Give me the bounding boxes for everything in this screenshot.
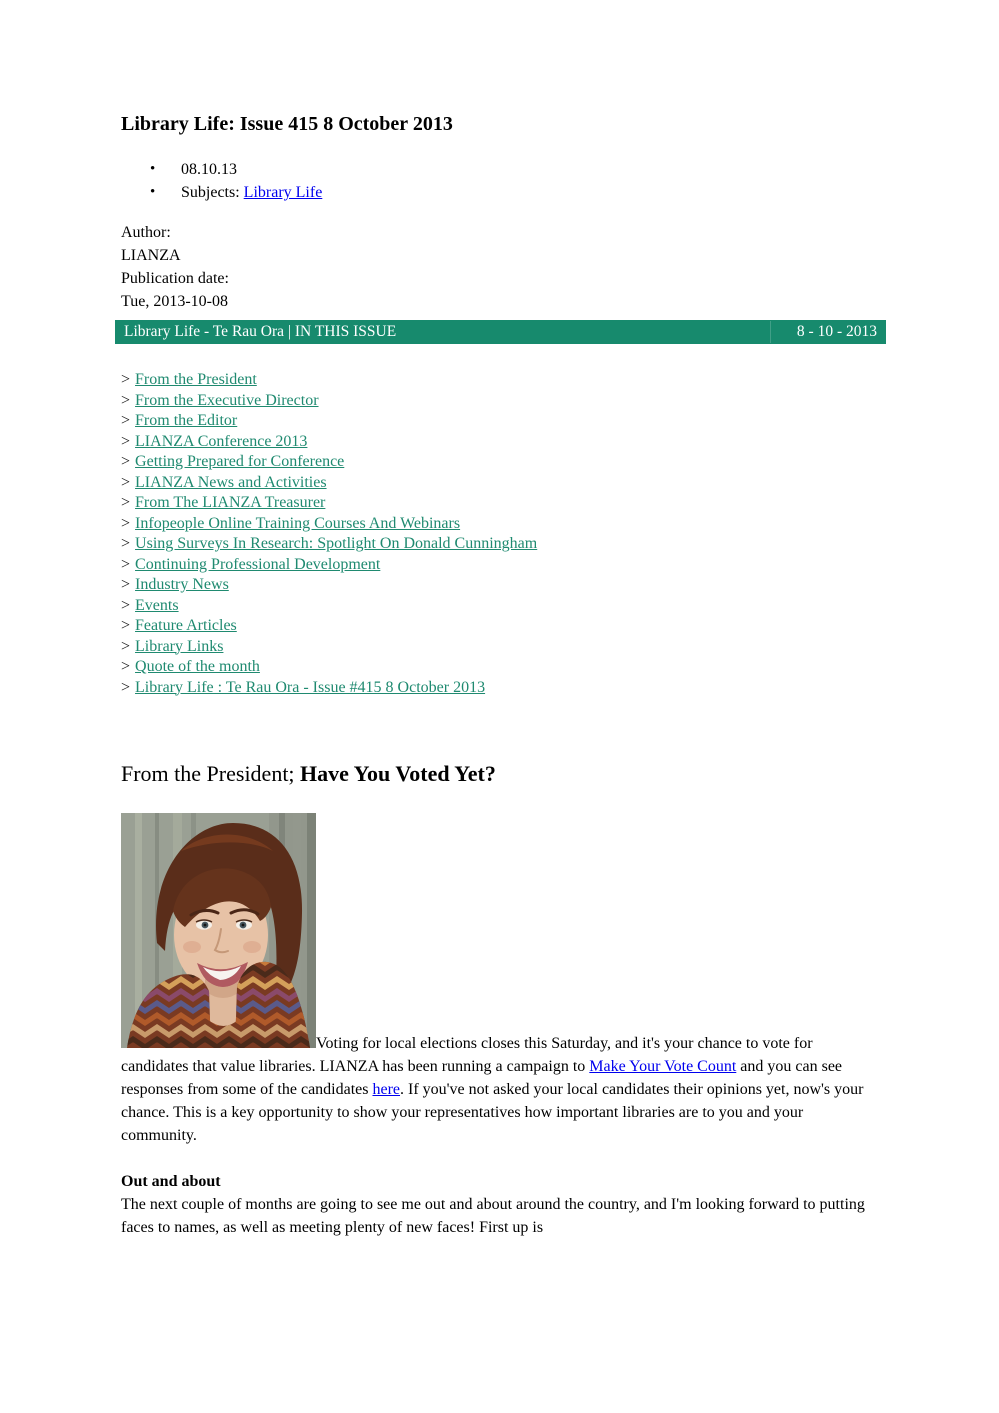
pubdate-label: Publication date: [121, 270, 229, 287]
meta-item-subjects [121, 181, 885, 204]
toc-link-quote-of-month[interactable]: Quote of the month [135, 658, 260, 675]
toc-prefix: > [121, 514, 131, 532]
toc-row [121, 370, 885, 391]
toc-link-from-the-editor[interactable]: From the Editor [135, 412, 238, 429]
toc-row [121, 432, 885, 453]
toc-prefix: > [121, 555, 131, 573]
toc-link-from-the-president[interactable]: From the President [135, 371, 257, 388]
toc-prefix: > [121, 596, 131, 614]
author-label: Author: [121, 224, 171, 241]
para1-text-3: . If you've not asked your local candidates their opinions yet, now's your chance. This is a key opportunity to show your representatives how important libraries are to you and your community. [121, 1081, 864, 1144]
toc-row [121, 514, 885, 535]
banner-left-text: Library Life - Te Rau Ora | IN THIS ISSUE [124, 323, 397, 340]
toc-row [121, 473, 885, 494]
issue-banner [115, 320, 886, 344]
toc-prefix: > [121, 412, 131, 429]
president-paragraph [121, 813, 883, 1147]
toc-prefix: > [121, 432, 131, 450]
page-title: Library Life: Issue 415 8 October 2013 [121, 113, 453, 135]
toc-prefix: > [121, 637, 131, 655]
make-your-vote-count-link[interactable]: Make Your Vote Count [589, 1058, 737, 1075]
subjects-library-life-link[interactable]: Library Life [243, 184, 323, 201]
toc-link-events[interactable]: Events [135, 596, 179, 614]
toc-row [121, 555, 885, 576]
toc-prefix: > [121, 391, 131, 409]
toc-link-infopeople-training[interactable]: Infopeople Online Training Courses And Webinars [135, 514, 461, 532]
toc-link-cpd[interactable]: Continuing Professional Development [135, 555, 381, 573]
toc-link-news-activities[interactable]: LIANZA News and Activities [135, 473, 327, 491]
toc-link-library-links[interactable]: Library Links [135, 637, 224, 655]
toc-row [121, 493, 885, 514]
section-heading-bold: Have You Voted Yet? [300, 761, 496, 786]
toc-prefix: > [121, 371, 131, 388]
author-value: LIANZA [121, 247, 181, 264]
toc-row [121, 411, 885, 432]
toc-link-feature-articles[interactable]: Feature Articles [135, 617, 237, 634]
section-heading [121, 760, 885, 787]
meta-item-date [121, 158, 885, 181]
toc-link-treasurer[interactable]: From The LIANZA Treasurer [135, 494, 326, 511]
section-heading-regular: From the President; [121, 761, 301, 786]
toc-row [121, 391, 885, 412]
pubdate-value: Tue, 2013-10-08 [121, 293, 228, 310]
toc-row [121, 637, 885, 658]
out-and-about-paragraph: The next couple of months are going to see me out and about around the country, and I'm looking forward to putting faces to names, as well as meeting plenty of new faces! First up is [121, 1196, 865, 1236]
toc-prefix: > [121, 617, 131, 634]
toc-link-issue-415[interactable]: Library Life : Te Rau Ora - Issue #415 8 October 2013 [135, 678, 486, 696]
toc-row [121, 596, 885, 617]
toc-prefix: > [121, 473, 131, 491]
para1-text-2: and you can see responses from some of the candidates [121, 1058, 843, 1098]
toc-link-getting-prepared[interactable]: Getting Prepared for Conference [135, 453, 345, 470]
toc-row [121, 534, 885, 555]
toc-prefix: > [121, 453, 131, 470]
para1-text-1: Voting for local elections closes this Saturday, and it's your chance to vote for candidates that value libraries. LIANZA has been running a campaign to [121, 1035, 813, 1075]
president-portrait-photo [121, 813, 316, 1048]
toc-row [121, 452, 885, 473]
banner-divider [770, 321, 771, 343]
toc-prefix: > [121, 535, 131, 552]
toc-prefix: > [121, 576, 131, 593]
toc-link-executive-director[interactable]: From the Executive Director [135, 391, 319, 409]
here-link[interactable]: here [372, 1081, 401, 1098]
out-and-about-subheading: Out and about [121, 1173, 221, 1190]
meta-bullet-list [121, 158, 885, 204]
toc-row [121, 678, 885, 699]
toc-prefix: > [121, 494, 131, 511]
toc-link-conference-2013[interactable]: LIANZA Conference 2013 [135, 432, 308, 450]
toc-row [121, 575, 885, 596]
meta-date-text: 08.10.13 [181, 161, 237, 178]
toc-link-using-surveys[interactable]: Using Surveys In Research: Spotlight On Donald Cunningham [135, 535, 538, 552]
banner-date-text: 8 - 10 - 2013 [796, 323, 877, 340]
toc-row [121, 616, 885, 637]
toc-prefix: > [121, 658, 131, 675]
toc-link-industry-news[interactable]: Industry News [135, 576, 229, 593]
toc-prefix: > [121, 678, 131, 696]
meta-subjects-label: Subjects: [181, 184, 244, 201]
author-block [121, 221, 885, 313]
table-of-contents [121, 370, 885, 698]
toc-row [121, 657, 885, 678]
